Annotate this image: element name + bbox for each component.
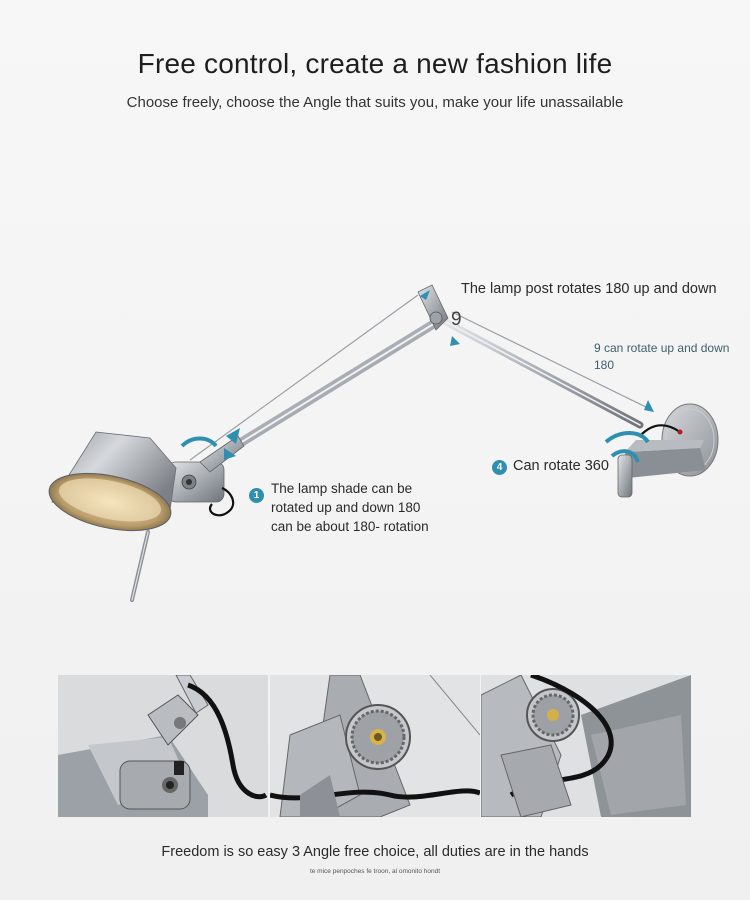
lamp-shade (44, 432, 176, 540)
shade-line-1: The lamp shade can be (271, 481, 413, 496)
page-subtitle: Choose freely, choose the Angle that suits you, make your life unassailable (126, 94, 624, 111)
shade-line-2: rotated up and down 180 (271, 500, 421, 515)
shade-line-3: can be about 180- rotation (271, 519, 429, 534)
nine-rotate-label (594, 340, 744, 374)
footer-fine-print: te mice penpoches fe troon, al omonito hondt (309, 868, 441, 875)
nine-rotate-line-1: 9 can rotate up and down (594, 341, 730, 355)
nine-rotate-line-2: 180 (594, 358, 615, 372)
lamp-post-label: The lamp post rotates 180 up and down (461, 281, 717, 297)
joint-number-label: 9 (451, 309, 462, 330)
number-badge-icon: 1 (249, 488, 264, 503)
rotation-arrow-icon (644, 400, 654, 412)
detail-photo-wall-mount (481, 675, 691, 817)
detail-photo-hinge (270, 675, 480, 817)
tension-wire (190, 295, 418, 460)
footer-caption: Freedom is so easy 3 Angle free choice, all duties are in the hands (161, 844, 589, 860)
shade-rotation-label (271, 479, 471, 536)
rotate-360-label: Can rotate 360 (513, 458, 609, 474)
rotation-arrow-icon (450, 336, 460, 346)
page-title: Free control, create a new fashion life (137, 48, 613, 79)
number-badge-icon: 4 (492, 460, 507, 475)
detail-photo-shade-joint (58, 675, 268, 817)
